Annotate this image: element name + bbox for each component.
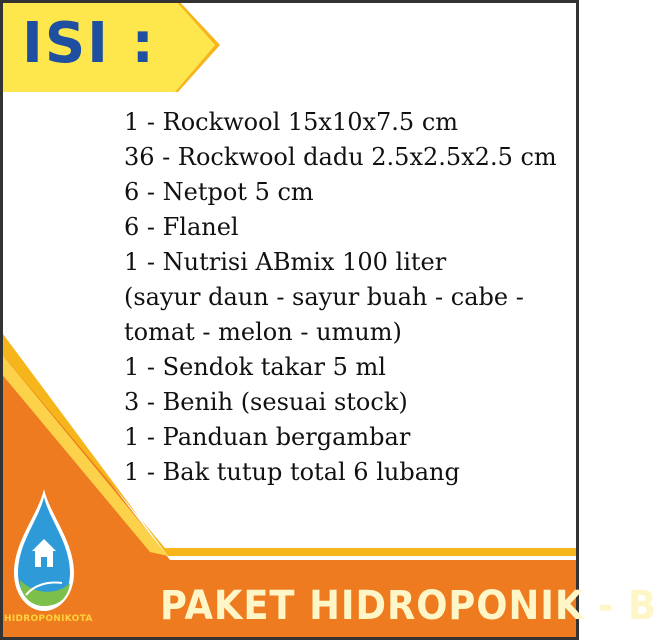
list-item: tomat - melon - umum)	[124, 318, 402, 346]
water-drop-house-icon	[8, 485, 80, 635]
list-item: 6 - Netpot 5 cm	[124, 178, 314, 206]
logo-text: HIDROPONIKOTA	[4, 614, 93, 624]
heading-title: ISI :	[22, 11, 156, 76]
contents-list	[124, 105, 564, 490]
footer-title: PAKET HIDROPONIK - B	[160, 583, 657, 629]
list-item: (sayur daun - sayur buah - cabe -	[124, 283, 524, 311]
list-item: 3 - Benih (sesuai stock)	[124, 388, 408, 416]
list-item: 1 - Panduan bergambar	[124, 423, 411, 451]
list-item: 1 - Sendok takar 5 ml	[124, 353, 386, 381]
list-item: 1 - Rockwool 15x10x7.5 cm	[124, 108, 459, 136]
list-item: 36 - Rockwool dadu 2.5x2.5x2.5 cm	[124, 143, 557, 171]
list-item: 1 - Nutrisi ABmix 100 liter	[124, 248, 447, 276]
list-item: 1 - Bak tutup total 6 lubang	[124, 458, 460, 486]
list-item: 6 - Flanel	[124, 213, 239, 241]
